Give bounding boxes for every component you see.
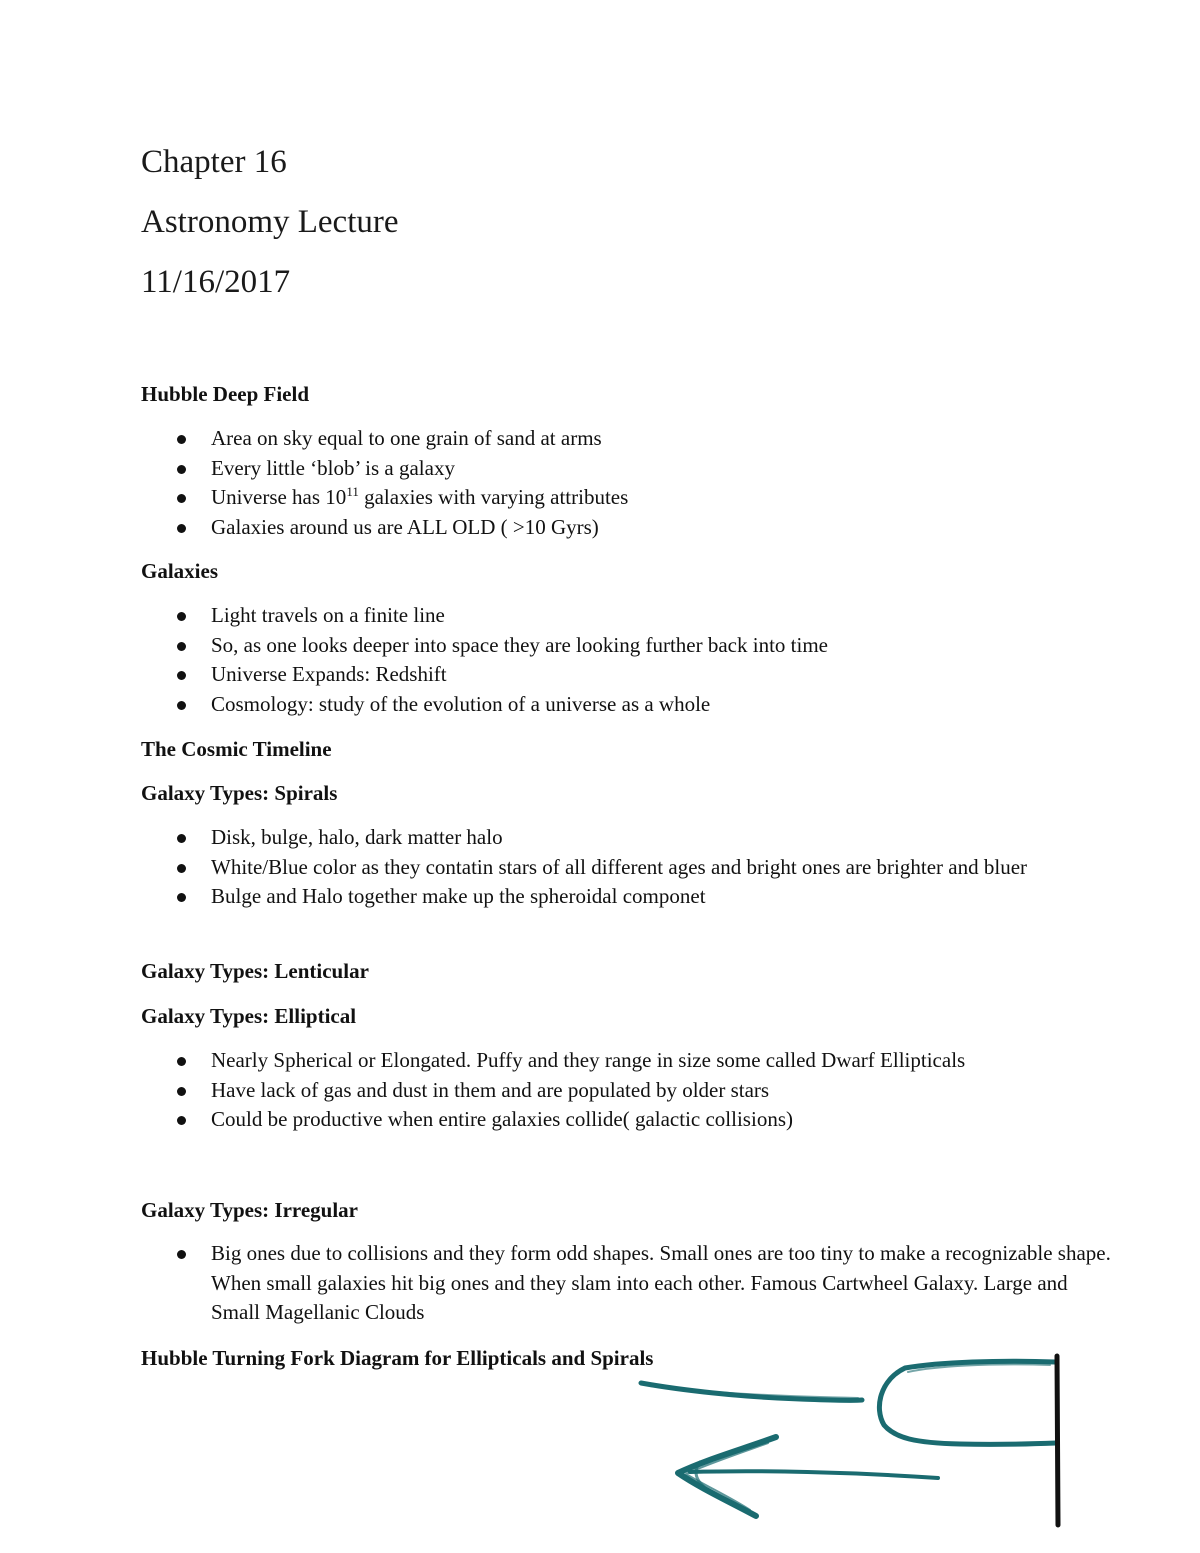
section-heading-spirals: Galaxy Types: Spirals: [141, 781, 338, 805]
bullet-text: Galaxies around us are ALL OLD ( >10 Gyrs): [211, 514, 599, 539]
fork-vertical-bar: [1057, 1356, 1058, 1525]
chapter-title: Chapter 16: [141, 144, 287, 180]
exponent: 11: [346, 484, 359, 499]
bullet-text: Light travels on a finite line: [211, 603, 445, 627]
bullet-text: Disk, bulge, halo, dark matter halo: [211, 825, 503, 849]
bullet-text: Area on sky equal to one grain of sand at arms: [211, 426, 602, 450]
section-heading-elliptical: Galaxy Types: Elliptical: [141, 1004, 357, 1028]
bullet-text: Big ones due to collisions and they form odd shapes. Small ones are too tiny to make a recognizable shape. When small galaxies hit big ones and they slam into each other. Famous Cartwheel Galaxy. Large and Small Magellanic Clouds: [211, 1241, 1111, 1324]
bullet-text: Universe Expands: Redshift: [211, 662, 447, 686]
lecture-date: 11/16/2017: [141, 264, 291, 300]
course-title: Astronomy Lecture: [141, 204, 399, 240]
section-heading-lenticular: Galaxy Types: Lenticular: [141, 959, 369, 983]
bullet-text: Every little ‘blob’ is a galaxy: [211, 455, 455, 480]
bullet-text: Cosmology: study of the evolution of a universe as a whole: [211, 691, 711, 716]
fork-prong-shape: [879, 1361, 1056, 1444]
fork-arrowhead: [678, 1437, 776, 1516]
bullet-text: Nearly Spherical or Elongated. Puffy and they range in size some called Dwarf Ellipticals: [211, 1048, 966, 1072]
section-heading-cosmic-timeline: The Cosmic Timeline: [141, 737, 332, 761]
bullet-text-post: galaxies with varying attributes: [358, 485, 629, 509]
bullet-text: So, as one looks deeper into space they are looking further back into time: [211, 632, 828, 657]
section-heading-tuning-fork: Hubble Turning Fork Diagram for Ellipticals and Spirals: [141, 1346, 654, 1370]
bullet-text: White/Blue color as they contatin stars of all different ages and bright ones are brighter and bluer: [211, 854, 1028, 879]
section-heading-galaxies: Galaxies: [141, 559, 218, 583]
bullet-text: Bulge and Halo together make up the spheroidal componet: [211, 884, 706, 908]
bullet-text: Could be productive when entire galaxies collide( galactic collisions): [211, 1107, 793, 1131]
bullet-text-pre: Universe has 10: [211, 485, 347, 509]
section-heading-irregular: Galaxy Types: Irregular: [141, 1198, 358, 1222]
fork-arrow-shaft-bottom: [690, 1471, 938, 1478]
bullet-text: Have lack of gas and dust in them and are populated by older stars: [211, 1077, 770, 1102]
section-heading-hubble-deep-field: Hubble Deep Field: [141, 382, 310, 406]
